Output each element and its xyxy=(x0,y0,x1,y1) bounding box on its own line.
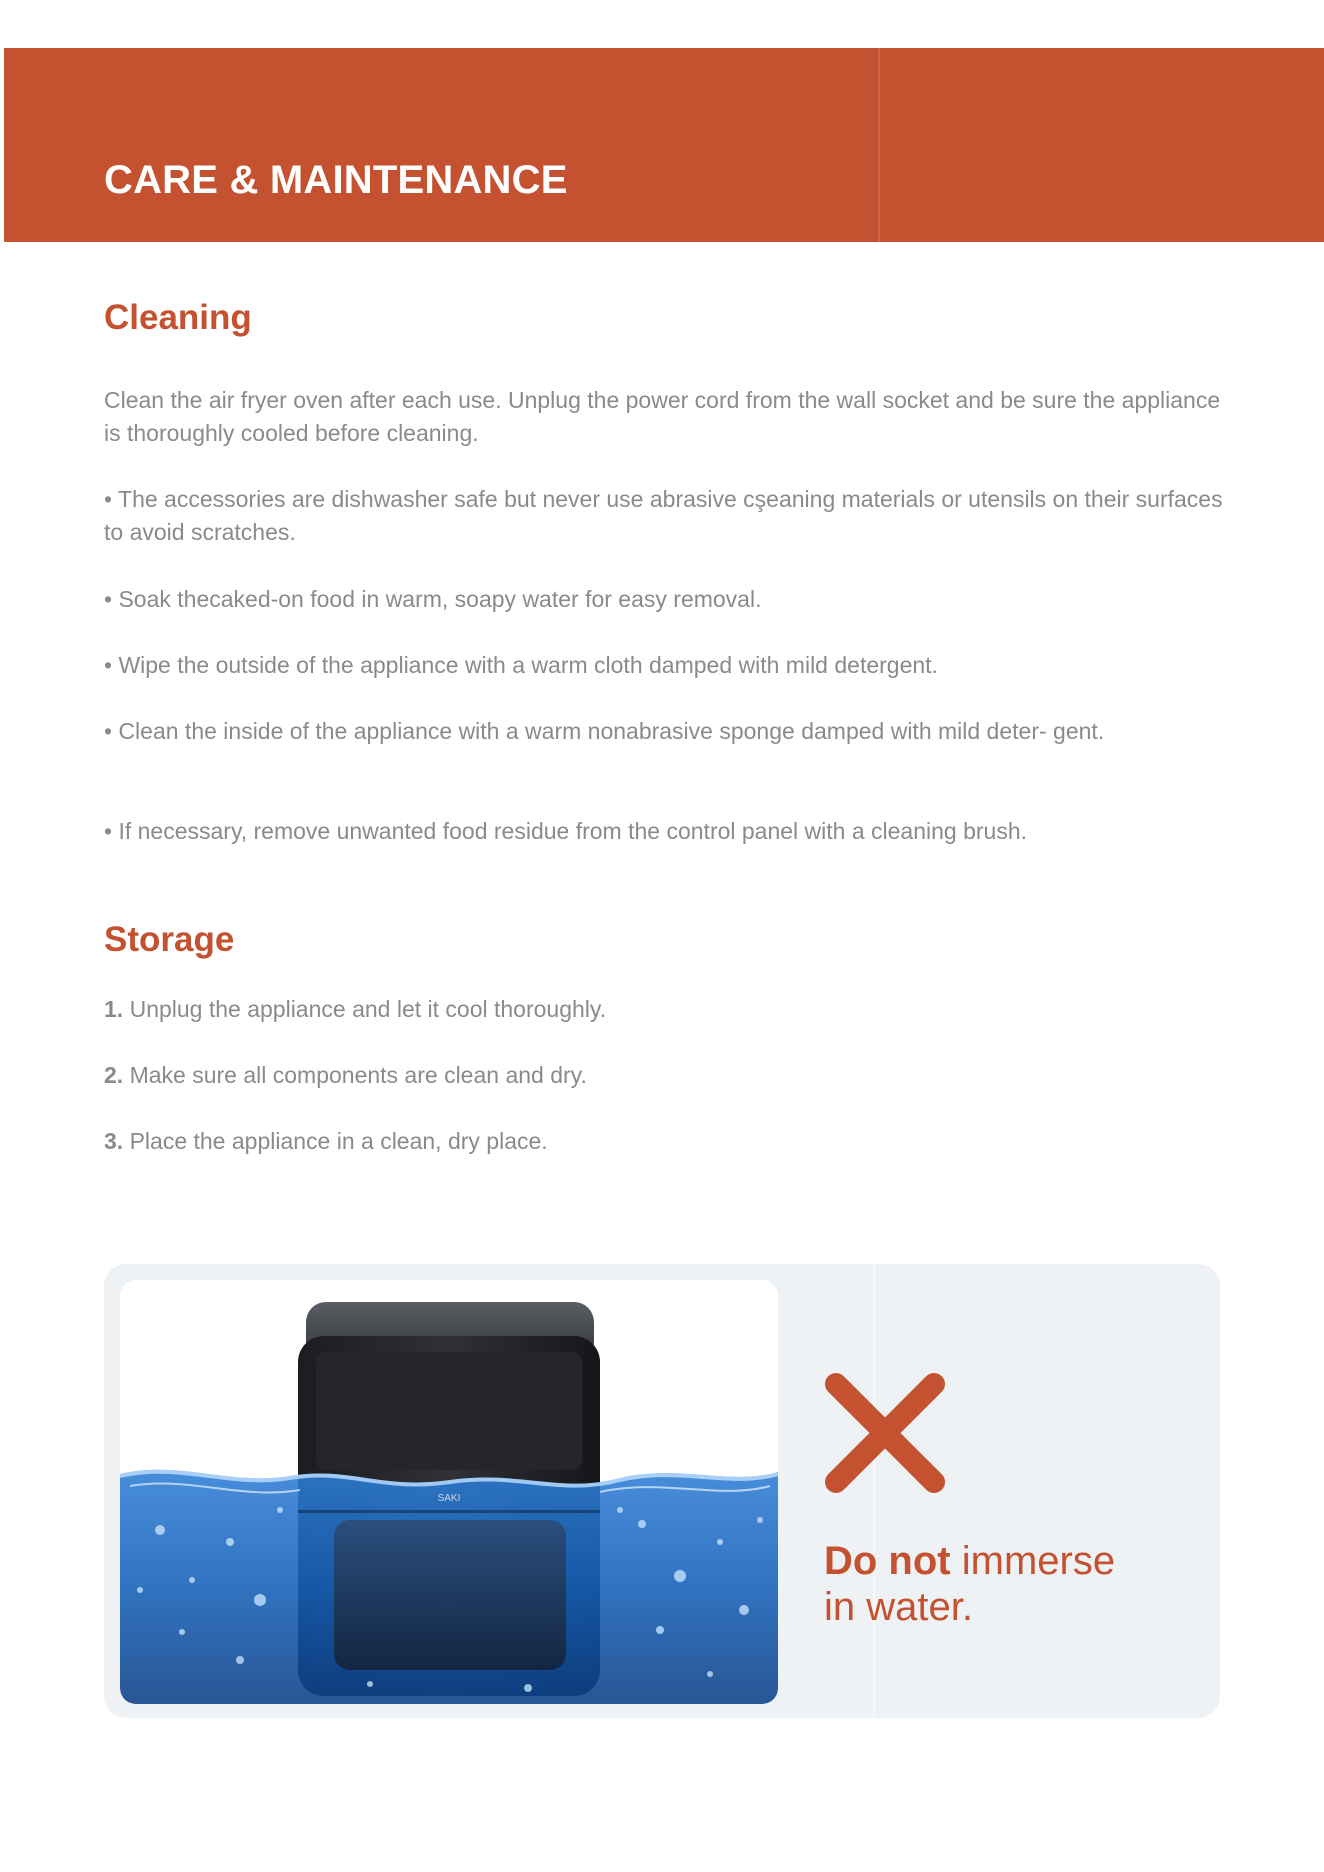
header-band xyxy=(4,48,1324,242)
air-fryer-in-water-photo xyxy=(120,1280,778,1704)
header-divider xyxy=(878,48,880,242)
warning-line2: in water. xyxy=(824,1585,973,1629)
cleaning-bullet-1: • The accessories are dishwasher safe but never use abrasive cşeaning materials or utensils on their surfaces to avoid scratches. xyxy=(104,486,1223,545)
cleaning-intro: Clean the air fryer oven after each use. Unplug the power cord from the wall socket and be sure the appliance is thoroughly cooled before cleaning. xyxy=(104,387,1221,446)
warning-emphasis: Do not xyxy=(824,1539,951,1583)
warning-line1-rest: immerse xyxy=(961,1539,1116,1583)
storage-step-2 xyxy=(104,1059,1224,1092)
page-title: CARE & MAINTENANCE xyxy=(104,158,568,202)
step-text: Make sure all components are clean and dry. xyxy=(129,1062,587,1088)
storage-step-3 xyxy=(104,1125,1224,1158)
cleaning-bullet-2: • Soak thecaked-on food in warm, soapy water for easy removal. xyxy=(104,586,762,612)
step-text: Place the appliance in a clean, dry place. xyxy=(129,1128,548,1154)
cleaning-bullet-3: • Wipe the outside of the appliance with a warm cloth damped with mild detergent. xyxy=(104,652,938,678)
step-text: Unplug the appliance and let it cool thoroughly. xyxy=(129,996,607,1022)
step-number: 1. xyxy=(104,996,124,1022)
storage-heading: Storage xyxy=(104,920,235,959)
air-fryer-illustration xyxy=(120,1280,778,1704)
step-number: 3. xyxy=(104,1128,124,1154)
step-number: 2. xyxy=(104,1062,124,1088)
storage-step-1 xyxy=(104,993,1224,1026)
cleaning-bullet-5: • If necessary, remove unwanted food residue from the control panel with a cleaning brush. xyxy=(104,818,1028,844)
warning-text xyxy=(824,1538,1204,1630)
cleaning-heading: Cleaning xyxy=(104,298,252,337)
brand-mark: SAKI xyxy=(437,1493,461,1504)
cross-icon xyxy=(822,1370,948,1496)
cleaning-bullet-4: • Clean the inside of the appliance with a warm nonabrasive sponge damped with mild deter- gent. xyxy=(104,718,1105,744)
